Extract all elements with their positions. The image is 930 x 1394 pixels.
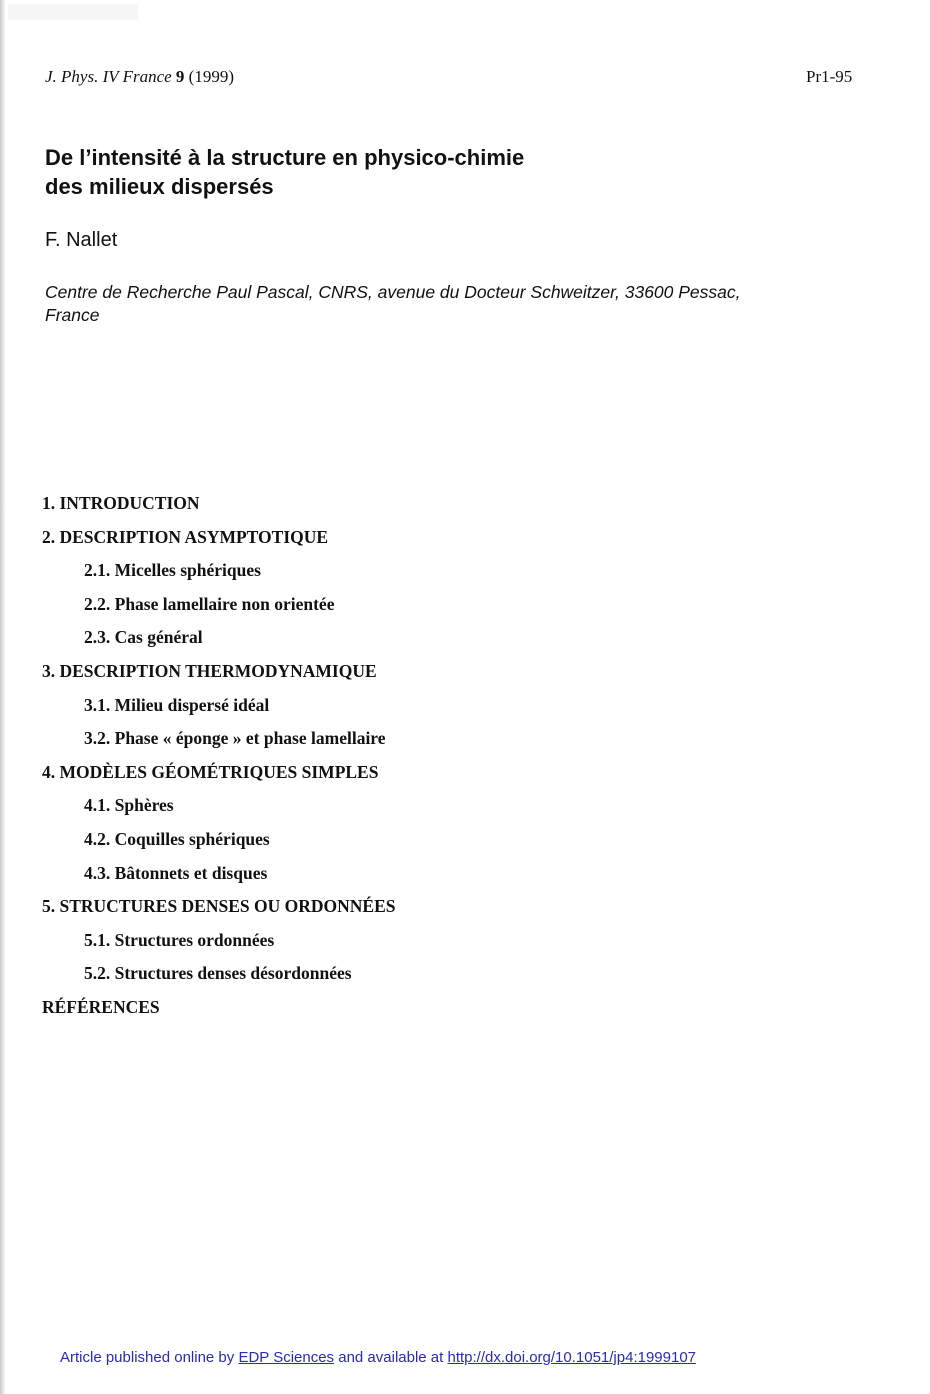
footer-prefix: Article published online by [60, 1349, 239, 1366]
toc-subsection: 2.2. Phase lamellaire non orientée [84, 593, 335, 614]
paper-title [45, 143, 745, 201]
publication-footer [60, 1349, 696, 1366]
toc-section: RÉFÉRENCES [42, 996, 160, 1017]
footer-middle: and available at [334, 1349, 448, 1366]
toc-subsection: 2.3. Cas général [84, 627, 203, 648]
author-name: F. Nallet [45, 229, 118, 251]
toc-subsection: 3.2. Phase « éponge » et phase lamellaire [84, 728, 386, 749]
journal-name: J. Phys. IV France [45, 67, 172, 86]
affiliation-line-1: Centre de Recherche Paul Pascal, CNRS, avenue du Docteur Schweitzer, 33600 Pessac, [45, 282, 741, 302]
journal-citation [45, 67, 234, 87]
toc-section: 2. DESCRIPTION ASYMPTOTIQUE [42, 526, 329, 547]
affiliation-line-2: France [45, 305, 100, 325]
toc-subsection: 5.1. Structures ordonnées [84, 929, 275, 950]
paper-title-line-2: des milieux dispersés [45, 174, 274, 199]
toc-section: 4. MODÈLES GÉOMÉTRIQUES SIMPLES [42, 761, 379, 782]
page-number: Pr1-95 [806, 67, 853, 86]
edp-sciences-link[interactable]: EDP Sciences [238, 1349, 335, 1366]
toc-subsection: 4.1. Sphères [84, 795, 174, 816]
toc-section: 1. INTRODUCTION [42, 493, 200, 513]
author-affiliation [45, 281, 865, 327]
toc-subsection: 3.1. Milieu dispersé idéal [84, 694, 270, 715]
journal-year: (1999) [188, 67, 234, 86]
page-scan-edge [0, 0, 6, 1394]
toc-subsection: 2.1. Micelles sphériques [84, 560, 261, 581]
toc-section: 3. DESCRIPTION THERMODYNAMIQUE [42, 660, 377, 681]
journal-volume: 9 [175, 67, 185, 86]
table-of-contents [42, 490, 396, 1028]
paper-title-line-1: De l’intensité à la structure en physico-chimie [45, 145, 525, 170]
toc-subsection: 4.2. Coquilles sphériques [84, 828, 270, 849]
toc-subsection: 4.3. Bâtonnets et disques [84, 862, 268, 883]
scan-smudge [8, 4, 138, 20]
toc-subsection: 5.2. Structures denses désordonnées [84, 963, 352, 984]
doi-link[interactable]: http://dx.doi.org/10.1051/jp4:1999107 [447, 1349, 697, 1366]
toc-section: 5. STRUCTURES DENSES OU ORDONNÉES [42, 896, 396, 917]
